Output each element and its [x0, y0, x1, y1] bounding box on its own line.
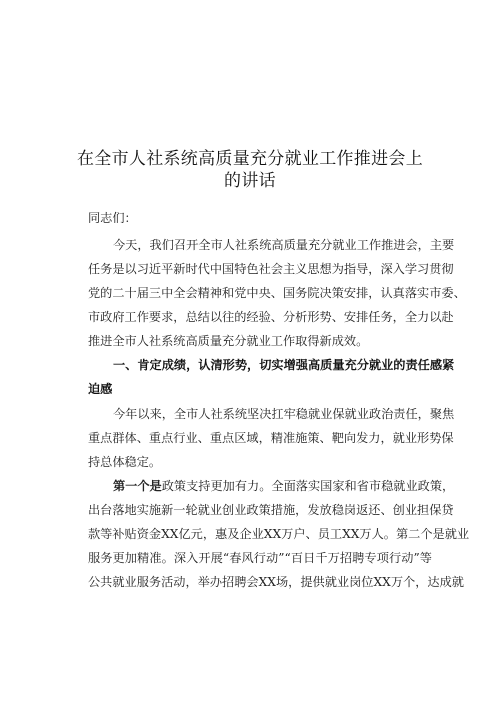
- paragraph-1-line-4: 市政府工作要求，总结以往的经验、分析形势、安排任务，全力以赴: [88, 310, 454, 324]
- paragraph-3-line-5: 公共就业服务活动，举办招聘会XX场，提供就业岗位XX万个，达成就: [88, 575, 464, 589]
- document-title-line-2: 的讲话: [224, 171, 276, 191]
- paragraph-2-line-1: 今年以来，全市人社系统坚决扛牢稳就业保就业政治责任，聚焦: [113, 407, 455, 421]
- document-title-line-1: 在全市人社系统高质量充分就业工作推进会上: [77, 149, 423, 169]
- paragraph-3-line-2: 出台落地实施新一轮就业创业政策措施，发放稳岗返还、创业担保贷: [88, 503, 454, 517]
- section-heading-1-line-1: 一、肯定成绩，认清形势，切实增强高质量充分就业的责任感紧: [113, 358, 455, 372]
- salutation: 同志们：: [88, 211, 137, 225]
- paragraph-1-line-5: 推进全市人社系统高质量充分就业工作取得新成效。: [88, 334, 369, 348]
- paragraph-2-line-2: 重点群体、重点行业、重点区域，精准施策、靶向发力，就业形势保: [88, 431, 454, 445]
- section-heading-1-line-2: 迫感: [88, 382, 113, 396]
- paragraph-1-line-1: 今天，我们召开全市人社系统高质量充分就业工作推进会，主要: [113, 238, 455, 252]
- paragraph-3-line-3: 款等补贴资金XX亿元，惠及企业XX万户、员工XX万人。第二个是就业: [88, 527, 470, 541]
- paragraph-3-lead-rest: 政策支持更加有力。全面落实国家和省市稳就业政策，: [161, 479, 455, 493]
- paragraph-3-line-4: 服务更加精准。深入开展“春风行动”“百日千万招聘专项行动”等: [88, 551, 432, 565]
- paragraph-3-lead-bold: 第一个是: [113, 479, 162, 493]
- paragraph-2-line-3: 持总体稳定。: [88, 455, 162, 469]
- paragraph-1-line-2: 任务是以习近平新时代中国特色社会主义思想为指导，深入学习贯彻: [88, 262, 454, 276]
- paragraph-1-line-3: 党的二十届三中全会精神和党中央、国务院决策安排，认真落实市委、: [88, 286, 466, 300]
- paragraph-3-line-1: [113, 478, 455, 494]
